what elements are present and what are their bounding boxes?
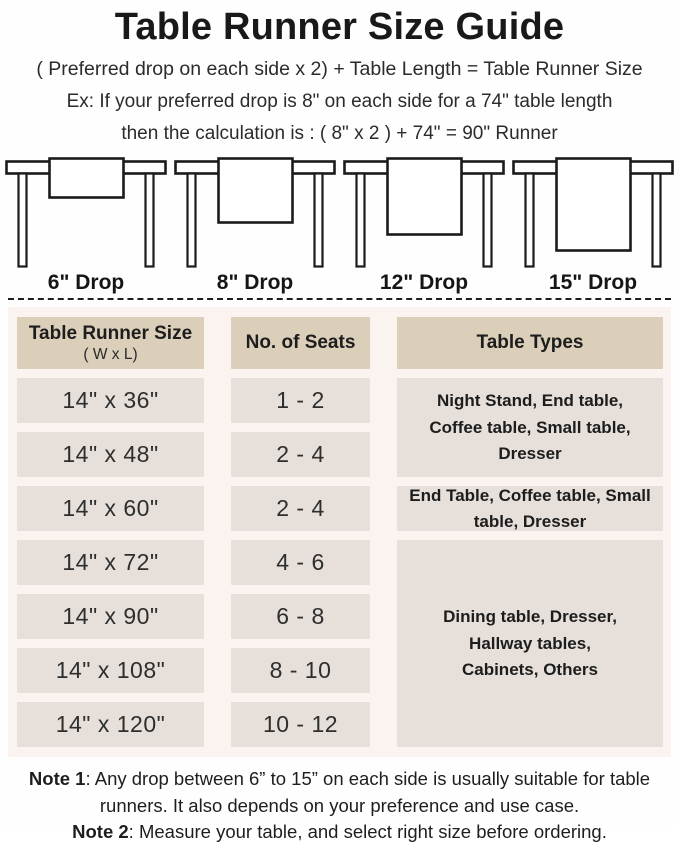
table-types-text: Dining table, Dresser, Hallway tables, Cabinets, Others [443, 607, 617, 680]
seats-cell: 2 - 4 [231, 432, 370, 477]
column-header-seats: No. of Seats [231, 317, 370, 369]
table-types-text: Night Stand, End table, Coffee table, Small table, Dresser [429, 391, 631, 464]
size-guide-table [8, 307, 671, 757]
table-types-group-small-tables [397, 378, 663, 477]
seats-cell: 10 - 12 [231, 702, 370, 747]
table-types-group-medium-tables [397, 486, 663, 531]
drop-figure-6 [2, 156, 170, 295]
runner-rect [219, 159, 293, 223]
column-header-table-types: Table Types [397, 317, 663, 369]
runner-size-cell: 14" x 60" [17, 486, 204, 531]
seats-cell: 2 - 4 [231, 486, 370, 531]
table-runner-drawing-icon [3, 156, 169, 269]
table-types-group-large-tables [397, 540, 663, 747]
formula-text: ( Preferred drop on each side x 2) + Table Length = Table Runner Size [36, 57, 643, 80]
drop-label-6: 6" Drop [47, 271, 125, 295]
note-2 [4, 819, 675, 845]
runner-rect [557, 159, 631, 251]
runner-rect [50, 159, 124, 198]
drop-label-12: 12" Drop [379, 271, 469, 295]
runner-size-header-text: Table Runner Size [28, 322, 193, 344]
runner-size-header-sub: ( W x L) [83, 345, 138, 363]
drop-figure-15 [509, 156, 677, 295]
dashed-divider [8, 298, 671, 300]
drop-label-8: 8" Drop [216, 271, 294, 295]
drop-illustrations [0, 156, 679, 295]
seats-cell: 4 - 6 [231, 540, 370, 585]
seats-cell: 8 - 10 [231, 648, 370, 693]
seats-cell: 6 - 8 [231, 594, 370, 639]
note-2-label: Note 2 [72, 820, 129, 842]
drop-figure-8 [171, 156, 339, 295]
drop-figure-12 [340, 156, 508, 295]
table-types-text: End Table, Coffee table, Small table, Dresser [409, 485, 651, 531]
note-1-text: : Any drop between 6” to 15” on each side is usually suitable for table runners. It also depends on your preference and use case. [85, 768, 651, 816]
runner-size-cell: 14" x 108" [17, 648, 204, 693]
table-runner-drawing-icon [172, 156, 338, 269]
column-header-runner-size [17, 317, 204, 369]
runner-size-cell: 14" x 72" [17, 540, 204, 585]
runner-size-cell: 14" x 48" [17, 432, 204, 477]
example-line-1: Ex: If your preferred drop is 8" on each side for a 74" table length [66, 91, 613, 113]
runner-size-cell: 14" x 120" [17, 702, 204, 747]
page-title: Table Runner Size Guide [114, 6, 565, 48]
note-1-label: Note 1 [28, 768, 86, 790]
footnotes [0, 766, 679, 845]
note-1 [4, 766, 675, 819]
drop-label-15: 15" Drop [548, 271, 638, 295]
runner-rect [388, 159, 462, 235]
table-runner-drawing-icon [341, 156, 507, 269]
runner-size-cell: 14" x 90" [17, 594, 204, 639]
note-2-text: : Measure your table, and select right size before ordering. [128, 820, 607, 842]
seats-cell: 1 - 2 [231, 378, 370, 423]
table-runner-drawing-icon [510, 156, 676, 269]
example-line-2: then the calculation is : ( 8" x 2 ) + 74" = 90" Runner [121, 122, 558, 144]
runner-size-cell: 14" x 36" [17, 378, 204, 423]
